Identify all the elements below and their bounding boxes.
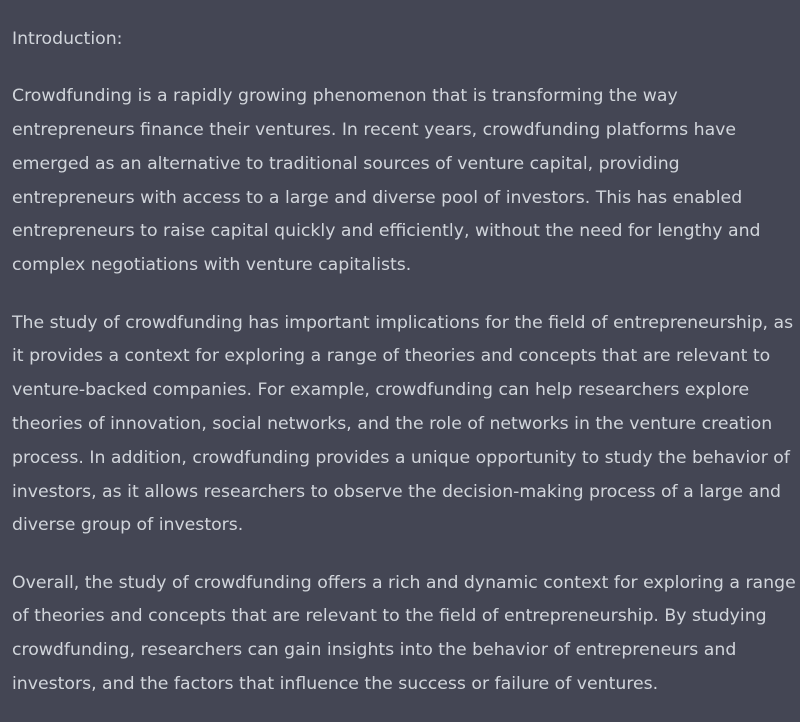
paragraph-research-implications: The study of crowdfunding has important implications for the field of entrepreneurship, as it provides a context for exploring a range of theories and concepts that are relevant to venture-backed companies. For example, crowdfunding can help researchers explore theories of innovation, social networks, and the role of networks in the venture creation process. In addition, crowdfunding provides a unique opportunity to study the behavior of investors, as it allows researchers to observe the decision-making process of a large and diverse group of investors. bbox=[12, 312, 794, 536]
paragraph-crowdfunding-overview: Crowdfunding is a rapidly growing phenomenon that is transforming the way entrepreneurs finance their ventures. In recent years, crowdfunding platforms have emerged as an alternative to traditional sources of venture capital, providing entrepreneurs with access to a large and diverse pool of investors. This has enabled entrepreneurs to raise capital quickly and efficiently, without the need for lengthy and complex negotiations with venture capitalists. bbox=[12, 86, 761, 276]
paragraph-introduction-heading: Introduction: bbox=[12, 29, 123, 49]
assistant-message bbox=[12, 23, 800, 702]
paragraph-conclusion: Overall, the study of crowdfunding offers a rich and dynamic context for exploring a range of theories and concepts that are relevant to the field of entrepreneurship. By studying crowdfunding, researchers can gain insights into the behavior of entrepreneurs and investors, and the factors that influence the success or failure of ventures. bbox=[12, 572, 796, 695]
